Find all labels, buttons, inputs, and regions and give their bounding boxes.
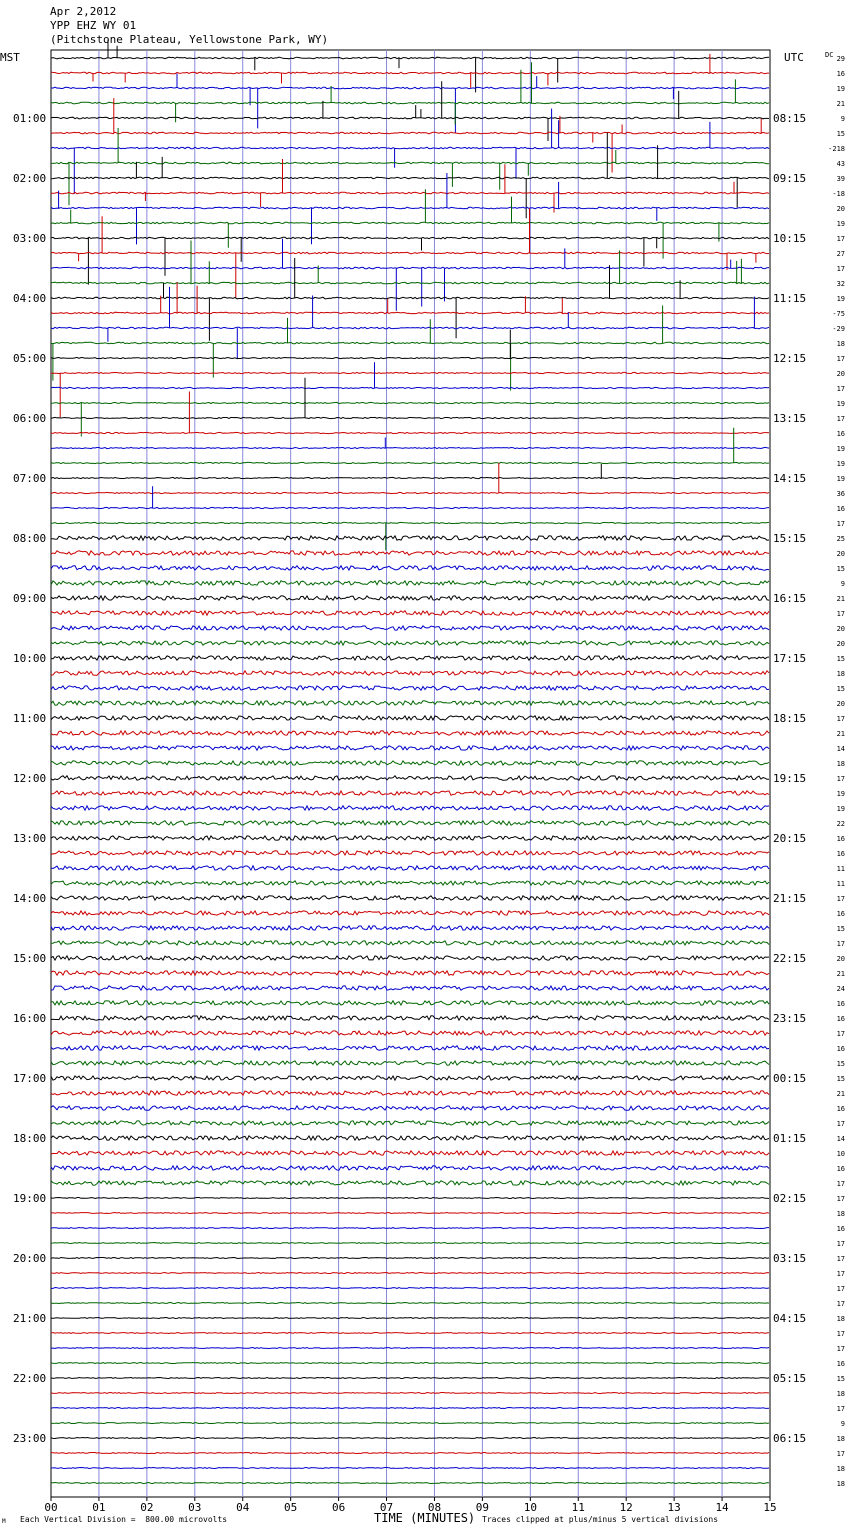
dc-offset-label: 17 xyxy=(836,520,845,528)
right-tick-label: 06:15 xyxy=(773,1432,807,1445)
dc-offset-label: 17 xyxy=(836,355,845,363)
trace-line xyxy=(51,1106,769,1110)
trace-line xyxy=(51,671,769,675)
dc-offset-label: 17 xyxy=(836,610,845,618)
dc-offset-label: 18 xyxy=(836,1465,845,1473)
dc-offset-label: 25 xyxy=(836,535,845,543)
dc-offset-label: 17 xyxy=(836,895,845,903)
dc-offset-label: 15 xyxy=(836,685,845,693)
dc-offset-label: 19 xyxy=(836,445,845,453)
trace-line xyxy=(51,566,769,570)
dc-offset-label: 29 xyxy=(836,55,845,63)
dc-offset-label: 21 xyxy=(836,1090,845,1098)
dc-offset-label: 18 xyxy=(836,1315,845,1323)
clip-note: Traces clipped at plus/minus 5 vertical divisions xyxy=(482,1515,719,1524)
trace-line xyxy=(51,1423,769,1424)
trace-line xyxy=(51,486,769,508)
left-tick-label: 22:00 xyxy=(13,1372,47,1385)
dc-offset-label: 18 xyxy=(836,670,845,678)
dc-offset-label: 22 xyxy=(836,820,845,828)
trace-line xyxy=(51,1378,769,1379)
trace-line xyxy=(51,641,769,645)
trace-line xyxy=(51,1031,769,1035)
dc-offset-label: -29 xyxy=(832,325,845,333)
trace-line xyxy=(51,330,769,359)
trace-line xyxy=(51,464,769,479)
trace-line xyxy=(51,761,769,765)
left-tick-label: 08:00 xyxy=(13,532,47,545)
dc-offset-label: 20 xyxy=(836,370,845,378)
trace-line xyxy=(51,581,769,585)
right-tick-label: 11:15 xyxy=(773,292,807,305)
left-tick-label: 17:00 xyxy=(13,1072,47,1085)
left-tick-label: 02:00 xyxy=(13,172,47,185)
dc-offset-label: 19 xyxy=(836,85,845,93)
dc-offset-label: 17 xyxy=(836,1330,845,1338)
dc-offset-label: 16 xyxy=(836,1105,845,1113)
trace-line xyxy=(51,1198,769,1199)
dc-offset-label: 21 xyxy=(836,595,845,603)
trace-line xyxy=(51,208,769,297)
trace-line xyxy=(51,1408,769,1409)
corner-mark: M xyxy=(2,1518,6,1525)
left-axis-title: MST xyxy=(0,51,20,64)
dc-offset-label: 15 xyxy=(836,1075,845,1083)
dc-offset-label: 21 xyxy=(836,100,845,108)
trace-line xyxy=(51,1213,769,1214)
left-tick-label: 18:00 xyxy=(13,1132,47,1145)
dc-offset-label: -18 xyxy=(832,190,845,198)
dc-offset-label: 16 xyxy=(836,1225,845,1233)
dc-offset-label: 17 xyxy=(836,235,845,243)
trace-line xyxy=(51,1121,769,1125)
trace-line xyxy=(51,241,769,284)
trace-line xyxy=(51,941,769,945)
trace-line xyxy=(51,626,769,630)
dc-offset-label: 11 xyxy=(836,865,845,873)
dc-offset-label: 16 xyxy=(836,1015,845,1023)
header-date: Apr 2,2012 xyxy=(50,5,117,18)
x-tick-label: 02 xyxy=(140,1501,154,1514)
trace-line xyxy=(51,1333,769,1334)
trace-line xyxy=(51,686,769,690)
right-tick-label: 13:15 xyxy=(773,412,807,425)
scale-note: Each Vertical Division = 800.00 microvolts xyxy=(20,1515,228,1524)
right-tick-label: 02:15 xyxy=(773,1192,807,1205)
trace-line xyxy=(51,611,769,615)
dc-offset-label: 18 xyxy=(836,1210,845,1218)
trace-line xyxy=(51,956,769,960)
dc-offset-label: 17 xyxy=(836,715,845,723)
trace-line xyxy=(51,1091,769,1095)
left-tick-label: 07:00 xyxy=(13,472,47,485)
trace-line xyxy=(51,1438,769,1439)
trace-line xyxy=(51,881,769,885)
dc-offset-label: 11 xyxy=(836,880,845,888)
x-tick-label: 15 xyxy=(763,1501,777,1514)
right-tick-label: 00:15 xyxy=(773,1072,807,1085)
left-tick-label: 13:00 xyxy=(13,832,47,845)
right-tick-label: 18:15 xyxy=(773,712,807,725)
dc-offset-label: 16 xyxy=(836,430,845,438)
left-tick-label: 03:00 xyxy=(13,232,47,245)
dc-offset-label: 15 xyxy=(836,1060,845,1068)
dc-offset-label: -75 xyxy=(832,310,845,318)
dc-offset-label: 19 xyxy=(836,295,845,303)
trace-line xyxy=(51,1166,769,1170)
dc-offset-label: 16 xyxy=(836,505,845,513)
right-tick-label: 16:15 xyxy=(773,592,807,605)
right-tick-label: 17:15 xyxy=(773,652,807,665)
dc-offset-label: 19 xyxy=(836,475,845,483)
x-tick-label: 01 xyxy=(92,1501,106,1514)
dc-offset-label: 14 xyxy=(836,745,845,753)
right-tick-label: 14:15 xyxy=(773,472,807,485)
x-tick-label: 12 xyxy=(619,1501,633,1514)
trace-line xyxy=(51,821,769,825)
trace-line xyxy=(51,1061,769,1065)
dc-offset-label: 16 xyxy=(836,1165,845,1173)
trace-line xyxy=(51,1136,769,1140)
dc-offset-label: 24 xyxy=(836,985,845,993)
dc-offset-label: 43 xyxy=(836,160,845,168)
trace-line xyxy=(51,896,769,900)
x-tick-label: 05 xyxy=(284,1501,298,1514)
dc-offset-label: 19 xyxy=(836,790,845,798)
dc-offset-label: 16 xyxy=(836,910,845,918)
trace-line xyxy=(51,1228,769,1229)
trace-line xyxy=(51,1016,769,1020)
left-tick-label: 23:00 xyxy=(13,1432,47,1445)
dc-offset-label: 39 xyxy=(836,175,845,183)
left-tick-label: 01:00 xyxy=(13,112,47,125)
dc-offset-label: 18 xyxy=(836,1435,845,1443)
trace-line xyxy=(51,746,769,750)
dc-offset-label: 17 xyxy=(836,1030,845,1038)
right-tick-label: 21:15 xyxy=(773,892,807,905)
header-location: (Pitchstone Plateau, Yellowstone Park, WY) xyxy=(50,33,329,46)
x-tick-label: 06 xyxy=(331,1501,346,1514)
trace-line xyxy=(51,62,769,124)
x-tick-label: 08 xyxy=(427,1501,442,1514)
x-tick-label: 07 xyxy=(379,1501,394,1514)
left-tick-label: 14:00 xyxy=(13,892,47,905)
dc-offset-label: 18 xyxy=(836,1480,845,1488)
dc-offset-label: 17 xyxy=(836,1240,845,1248)
trace-line xyxy=(51,1303,769,1304)
dc-offset-label: 17 xyxy=(836,1405,845,1413)
trace-line xyxy=(51,392,769,434)
dc-offset-label: 15 xyxy=(836,565,845,573)
x-tick-label: 14 xyxy=(715,1501,729,1514)
trace-line xyxy=(51,986,769,990)
dc-offset-label: 17 xyxy=(836,940,845,948)
right-tick-label: 19:15 xyxy=(773,772,807,785)
dc-offset-label: 17 xyxy=(836,1345,845,1353)
trace-line xyxy=(51,1151,769,1155)
trace-line xyxy=(51,1318,769,1319)
trace-line xyxy=(51,1243,769,1244)
dc-offset-label: 17 xyxy=(836,1285,845,1293)
trace-line xyxy=(51,159,769,213)
dc-offset-label: 18 xyxy=(836,340,845,348)
dc-offset-label: 17 xyxy=(836,1450,845,1458)
right-tick-label: 03:15 xyxy=(773,1252,807,1265)
right-tick-label: 15:15 xyxy=(773,532,807,545)
right-axis-title: UTC xyxy=(784,51,804,64)
dc-offset-label: 17 xyxy=(836,1270,845,1278)
trace-line xyxy=(51,971,769,975)
dc-offset-label: 19 xyxy=(836,220,845,228)
dc-offset-label: 15 xyxy=(836,130,845,138)
dc-offset-label: 21 xyxy=(836,970,845,978)
x-tick-label: 10 xyxy=(523,1501,537,1514)
left-tick-label: 20:00 xyxy=(13,1252,47,1265)
right-tick-label: 04:15 xyxy=(773,1312,807,1325)
left-tick-label: 15:00 xyxy=(13,952,47,965)
left-tick-label: 06:00 xyxy=(13,412,47,425)
right-tick-label: 23:15 xyxy=(773,1012,807,1025)
right-tick-label: 12:15 xyxy=(773,352,807,365)
left-tick-label: 11:00 xyxy=(13,712,47,725)
x-tick-label: 04 xyxy=(236,1501,250,1514)
trace-line xyxy=(51,836,769,840)
trace-line xyxy=(51,1046,769,1050)
trace-line xyxy=(51,1468,769,1469)
trace-line xyxy=(51,911,769,915)
x-tick-label: 09 xyxy=(475,1501,490,1514)
trace-line xyxy=(51,1363,769,1364)
dc-offset-label: 17 xyxy=(836,1255,845,1263)
dc-offset-label: 17 xyxy=(836,775,845,783)
trace-line xyxy=(51,536,769,540)
trace-line xyxy=(51,926,769,930)
trace-line xyxy=(51,701,769,705)
trace-line xyxy=(51,239,769,311)
trace-line xyxy=(51,851,769,855)
dc-offset-label: 21 xyxy=(836,730,845,738)
left-tick-label: 04:00 xyxy=(13,292,47,305)
trace-line xyxy=(51,806,769,810)
dc-offset-label: 18 xyxy=(836,760,845,768)
x-tick-label: 11 xyxy=(571,1501,585,1514)
x-tick-label: 13 xyxy=(667,1501,681,1514)
right-tick-label: 05:15 xyxy=(773,1372,807,1385)
dc-offset-label: 17 xyxy=(836,265,845,273)
left-tick-label: 16:00 xyxy=(13,1012,47,1025)
left-tick-label: 10:00 xyxy=(13,652,47,665)
dc-offset-label: 14 xyxy=(836,1135,845,1143)
trace-line xyxy=(51,1348,769,1349)
trace-line xyxy=(51,1076,769,1080)
trace-line xyxy=(51,109,769,194)
trace-line xyxy=(51,402,769,436)
trace-line xyxy=(51,596,769,600)
dc-offset-label: 16 xyxy=(836,1000,845,1008)
dc-offset-label: 17 xyxy=(836,415,845,423)
trace-line xyxy=(51,1181,769,1185)
dc-offset-label: 16 xyxy=(836,70,845,78)
trace-line xyxy=(51,98,769,172)
trace-line xyxy=(51,1288,769,1289)
dc-offset-label: 9 xyxy=(840,115,845,123)
dc-offset-label: 15 xyxy=(836,1375,845,1383)
left-tick-label: 21:00 xyxy=(13,1312,47,1325)
dc-offset-label: 10 xyxy=(836,1150,845,1158)
dc-offset-label: 16 xyxy=(836,835,845,843)
plot-frame xyxy=(51,50,770,1497)
trace-line xyxy=(51,173,769,244)
trace-line xyxy=(51,362,769,388)
right-tick-label: 08:15 xyxy=(773,112,807,125)
dc-offset-label: 19 xyxy=(836,460,845,468)
trace-line xyxy=(51,306,769,391)
dc-offset-label: 20 xyxy=(836,955,845,963)
trace-line xyxy=(51,372,769,417)
left-tick-label: 12:00 xyxy=(13,772,47,785)
dc-offset-label: 16 xyxy=(836,850,845,858)
trace-line xyxy=(51,866,769,870)
trace-line xyxy=(51,189,769,258)
left-tick-label: 19:00 xyxy=(13,1192,47,1205)
trace-line xyxy=(51,551,769,555)
trace-line xyxy=(51,237,769,284)
trace-line xyxy=(51,54,769,88)
trace-line xyxy=(51,133,769,219)
dc-offset-label: 18 xyxy=(836,1390,845,1398)
trace-line xyxy=(51,378,769,419)
dc-offset-label: 20 xyxy=(836,640,845,648)
right-tick-label: 01:15 xyxy=(773,1132,807,1145)
dc-offset-label: 17 xyxy=(836,1120,845,1128)
dc-title: DC xyxy=(825,51,834,59)
trace-line xyxy=(51,1001,769,1005)
dc-offset-label: -218 xyxy=(828,145,845,153)
dc-offset-label: 9 xyxy=(840,1420,845,1428)
dc-offset-label: 20 xyxy=(836,205,845,213)
dc-offset-label: 36 xyxy=(836,490,845,498)
trace-line xyxy=(51,40,769,93)
dc-offset-label: 16 xyxy=(836,1360,845,1368)
dc-offset-label: 16 xyxy=(836,1045,845,1053)
right-tick-label: 10:15 xyxy=(773,232,807,245)
trace-line xyxy=(51,1273,769,1274)
dc-offset-label: 17 xyxy=(836,1300,845,1308)
right-tick-label: 09:15 xyxy=(773,172,807,185)
trace-line xyxy=(51,1483,769,1484)
trace-line xyxy=(51,731,769,735)
dc-offset-label: 32 xyxy=(836,280,845,288)
left-tick-label: 05:00 xyxy=(13,352,47,365)
dc-offset-label: 20 xyxy=(836,700,845,708)
dc-offset-label: 17 xyxy=(836,1195,845,1203)
trace-line xyxy=(51,776,769,780)
trace-line xyxy=(51,791,769,795)
dc-offset-label: 19 xyxy=(836,400,845,408)
x-axis-label: TIME (MINUTES) xyxy=(374,1511,476,1525)
header-station: YPP EHZ WY 01 xyxy=(50,19,137,32)
dc-offset-label: 20 xyxy=(836,625,845,633)
right-tick-label: 20:15 xyxy=(773,832,807,845)
left-tick-label: 09:00 xyxy=(13,592,47,605)
dc-offset-label: 9 xyxy=(840,580,845,588)
trace-line xyxy=(51,1393,769,1394)
right-tick-label: 22:15 xyxy=(773,952,807,965)
dc-offset-label: 27 xyxy=(836,250,845,258)
trace-line xyxy=(51,81,769,141)
trace-line xyxy=(51,1258,769,1259)
trace-line xyxy=(51,1453,769,1454)
dc-offset-label: 17 xyxy=(836,385,845,393)
trace-line xyxy=(51,438,769,449)
trace-line xyxy=(51,656,769,660)
dc-offset-label: 15 xyxy=(836,925,845,933)
trace-line xyxy=(51,716,769,720)
dc-offset-label: 19 xyxy=(836,805,845,813)
dc-offset-label: 17 xyxy=(836,1180,845,1188)
dc-offset-label: 15 xyxy=(836,655,845,663)
x-tick-label: 00 xyxy=(44,1501,58,1514)
dc-offset-label: 20 xyxy=(836,550,845,558)
x-tick-label: 03 xyxy=(188,1501,202,1514)
